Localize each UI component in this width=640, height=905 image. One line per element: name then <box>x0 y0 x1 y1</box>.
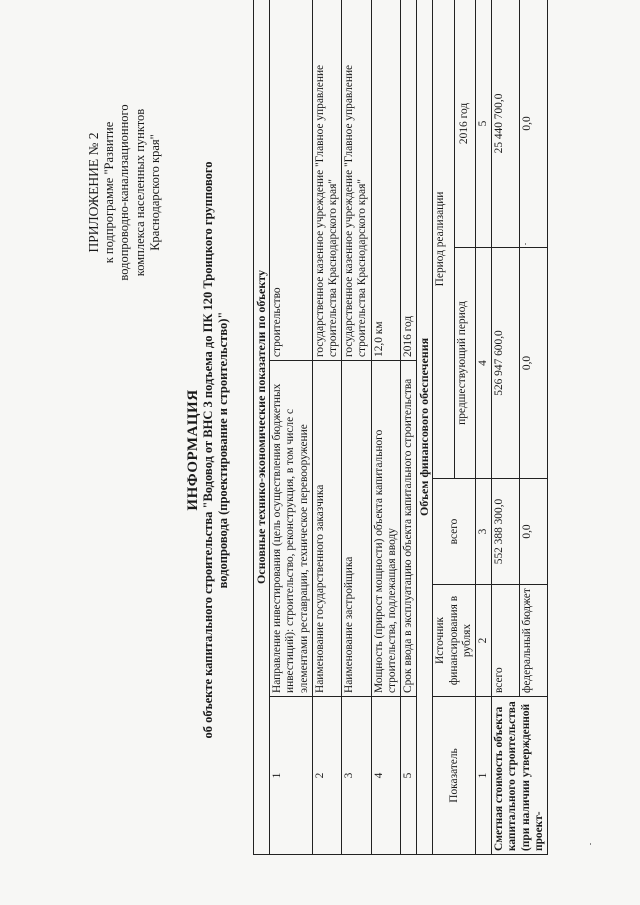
header-indicator: Показатель <box>433 697 476 855</box>
table-row <box>342 0 371 855</box>
previous-cell: 0,0 <box>520 248 548 479</box>
row-number: 5 <box>401 697 417 855</box>
column-number: 1 <box>476 697 492 855</box>
row-value: 12,0 км <box>371 0 400 361</box>
row-value: 2016 год <box>401 0 417 361</box>
section-1-title: Основные технико-экономические показатели по объекту <box>254 0 270 855</box>
row-number: 2 <box>312 697 341 855</box>
heading-title: ИНФОРМАЦИЯ <box>185 389 201 511</box>
row-value: строительство <box>270 0 313 361</box>
row-number: 3 <box>342 697 371 855</box>
year-cell: 0,0 <box>520 0 548 248</box>
source-cell: федеральный бюджет <box>520 585 548 697</box>
appendix-line: водопроводно-канализационного <box>117 104 131 281</box>
column-number: 3 <box>476 479 492 585</box>
document-heading <box>186 115 231 785</box>
appendix-line: Краснодарского края" <box>148 134 162 251</box>
section-2-title: Объем финансового обеспечения <box>417 0 433 855</box>
header-period: Период реализации <box>433 0 454 479</box>
table-row <box>371 0 400 855</box>
total-cell: 0,0 <box>520 479 548 585</box>
appendix-line: к подпрограмме "Развитие <box>101 121 116 264</box>
scan-speck <box>525 243 526 245</box>
scan-speck <box>590 843 591 845</box>
heading-line-2: водопровода (проектирование и строительство)" <box>216 311 230 589</box>
header-previous-period: предшествующий период <box>454 248 475 479</box>
table-row <box>270 0 313 855</box>
appendix-title: ПРИЛОЖЕНИЕ № 2 <box>86 132 101 253</box>
row-label: Срок ввода в эксплуатацию объекта капитального строительства <box>401 361 417 697</box>
row-number: 4 <box>371 697 400 855</box>
row-label: Мощность (прирост мощности) объекта капитального строительства, подлежащая вводу <box>371 361 400 697</box>
appendix-line: комплекса населенных пунктов <box>132 108 147 277</box>
column-number: 2 <box>476 585 492 697</box>
total-cell: 552 388 300,0 <box>492 479 520 585</box>
row-number: 1 <box>270 697 313 855</box>
column-number: 4 <box>476 248 492 479</box>
row-label: Наименование застройщика <box>342 361 371 697</box>
header-total: всего <box>433 479 476 585</box>
row-label: Направление инвестирования (цель осуществления бюджетных инвестиций): строительство, реконструкция, в том числе с элементами реставрации, техническое перевооружение <box>270 361 313 697</box>
header-source: Источник финансирования в рублях <box>433 585 476 697</box>
row-value: государственное казенное учреждение "Главное управление строительства Краснодарского края" <box>312 0 341 361</box>
row-value: государственное казенное учреждение "Главное управление строительства Краснодарского края" <box>342 0 371 361</box>
header-year: 2016 год <box>454 0 475 248</box>
year-cell: 25 440 700,0 <box>492 0 520 248</box>
source-cell: всего <box>492 585 520 697</box>
column-number: 5 <box>476 0 492 248</box>
appendix-block <box>86 70 164 315</box>
indicator-cell: Сметная стоимость объекта капитального строительства (при наличии утвержденной проект- <box>492 697 548 855</box>
table-row <box>492 0 520 855</box>
info-table <box>253 0 548 855</box>
heading-line-1: об объекте капитального строительства "Водовод от ВНС 3 подъема до ПК 120 Троицкого группового <box>201 161 215 739</box>
table-row <box>312 0 341 855</box>
previous-cell: 526 947 600,0 <box>492 248 520 479</box>
row-label: Наименование государственного заказчика <box>312 361 341 697</box>
table-row <box>401 0 417 855</box>
